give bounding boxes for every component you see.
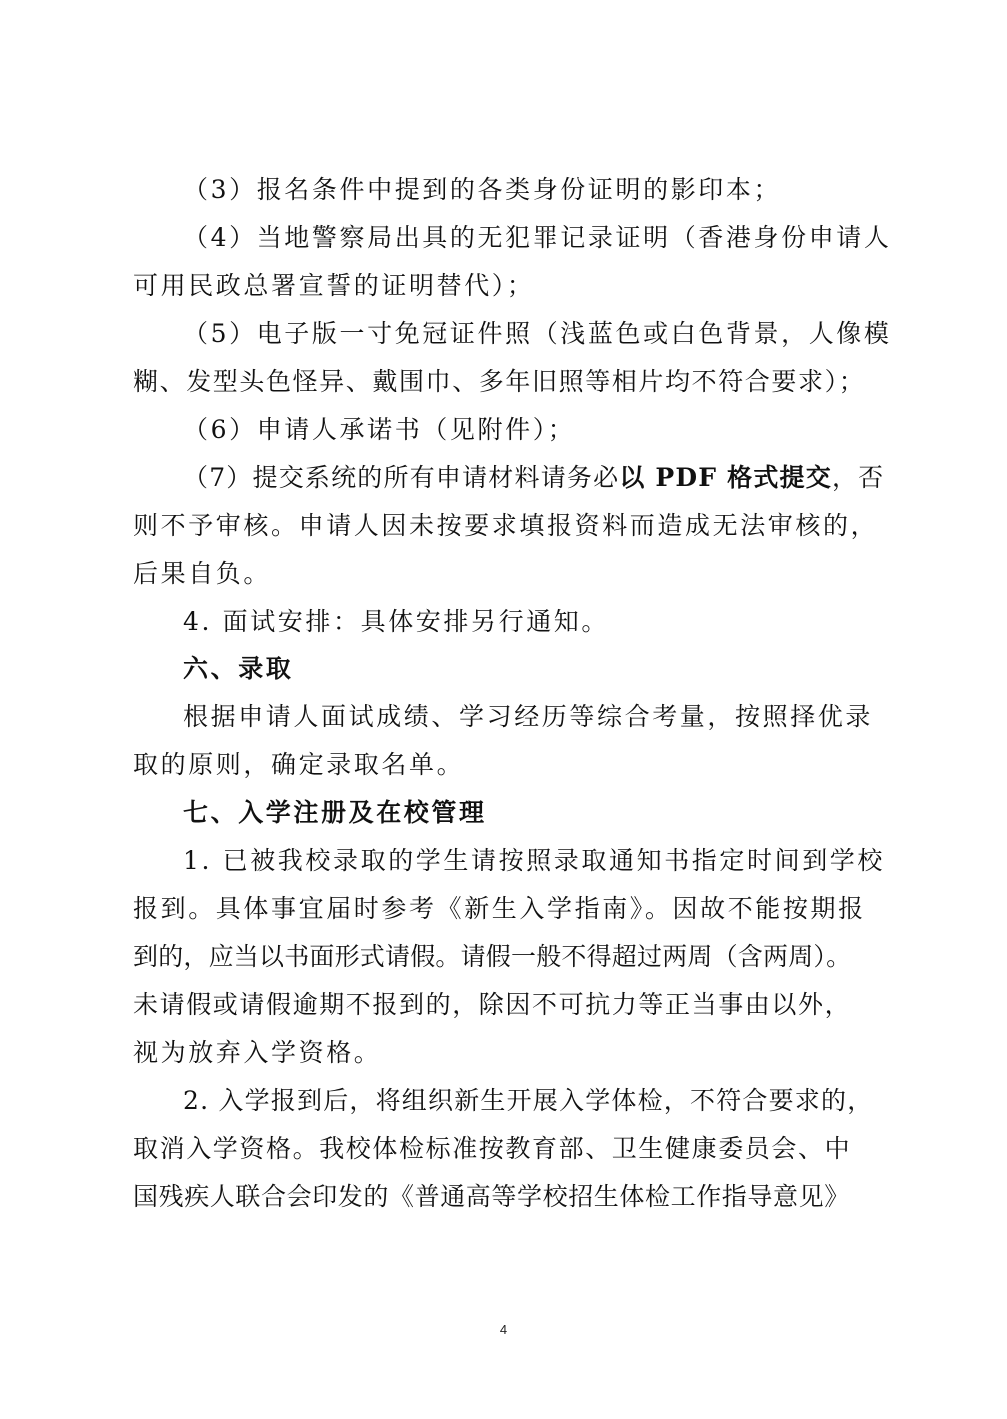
paragraph-item-7-line-2: 则不予审核。申请人因未按要求填报资料而造成无法审核的， [133, 511, 879, 540]
paragraph-item-4-line-2: 可用民政总署宣誓的证明替代）； [133, 271, 535, 300]
paragraph-item-4-line-1: （4）当地警察局出具的无犯罪记录证明（香港身份申请人 [183, 223, 892, 252]
paragraph-item-5-line-1: （5）电子版一寸免冠证件照（浅蓝色或白色背景，人像模 [183, 319, 892, 348]
paragraph-registration-line-5: 视为放弃入学资格。 [133, 1038, 382, 1067]
item-7-prefix: （7）提交系统的所有申请材料请务必 [183, 463, 620, 492]
paragraph-item-5-line-2: 糊、发型头色怪异、戴围巾、多年旧照等相片均不符合要求）； [133, 367, 866, 396]
paragraph-registration-line-2: 报到。具体事宜届时参考《新生入学指南》。因故不能按期报 [133, 894, 866, 923]
paragraph-admission-line-1: 根据申请人面试成绩、学习经历等综合考量，按照择优录 [183, 702, 874, 731]
paragraph-item-7-line-3: 后果自负。 [133, 559, 272, 588]
section-heading-admission: 六、录取 [183, 654, 294, 683]
item-7-bold-text: 以 PDF 格式提交 [619, 463, 832, 492]
paragraph-health-check-line-1: 2. 入学报到后，将组织新生开展入学体检，不符合要求的， [183, 1086, 874, 1115]
paragraph-interview: 4. 面试安排：具体安排另行通知。 [183, 607, 610, 636]
paragraph-registration-line-3: 到的，应当以书面形式请假。请假一般不得超过两周（含两周）。 [133, 942, 852, 971]
paragraph-item-3: （3）报名条件中提到的各类身份证明的影印本； [183, 175, 782, 204]
section-heading-registration: 七、入学注册及在校管理 [183, 798, 487, 827]
page-number: 4 [499, 1322, 508, 1337]
paragraph-health-check-line-3: 国残疾人联合会印发的《普通高等学校招生体检工作指导意见》 [133, 1182, 850, 1211]
paragraph-registration-line-1: 1. 已被我校录取的学生请按照录取通知书指定时间到学校 [183, 846, 886, 875]
paragraph-registration-line-4: 未请假或请假逾期不报到的，除因不可抗力等正当事由以外， [133, 990, 852, 1019]
paragraph-admission-line-2: 取的原则，确定录取名单。 [133, 750, 465, 779]
paragraph-health-check-line-2: 取消入学资格。我校体检标准按教育部、卫生健康委员会、中 [133, 1134, 852, 1163]
item-7-suffix: ，否 [831, 463, 885, 492]
paragraph-item-6: （6）申请人承诺书（见附件）； [183, 415, 576, 444]
paragraph-item-7-line-1 [183, 454, 885, 502]
